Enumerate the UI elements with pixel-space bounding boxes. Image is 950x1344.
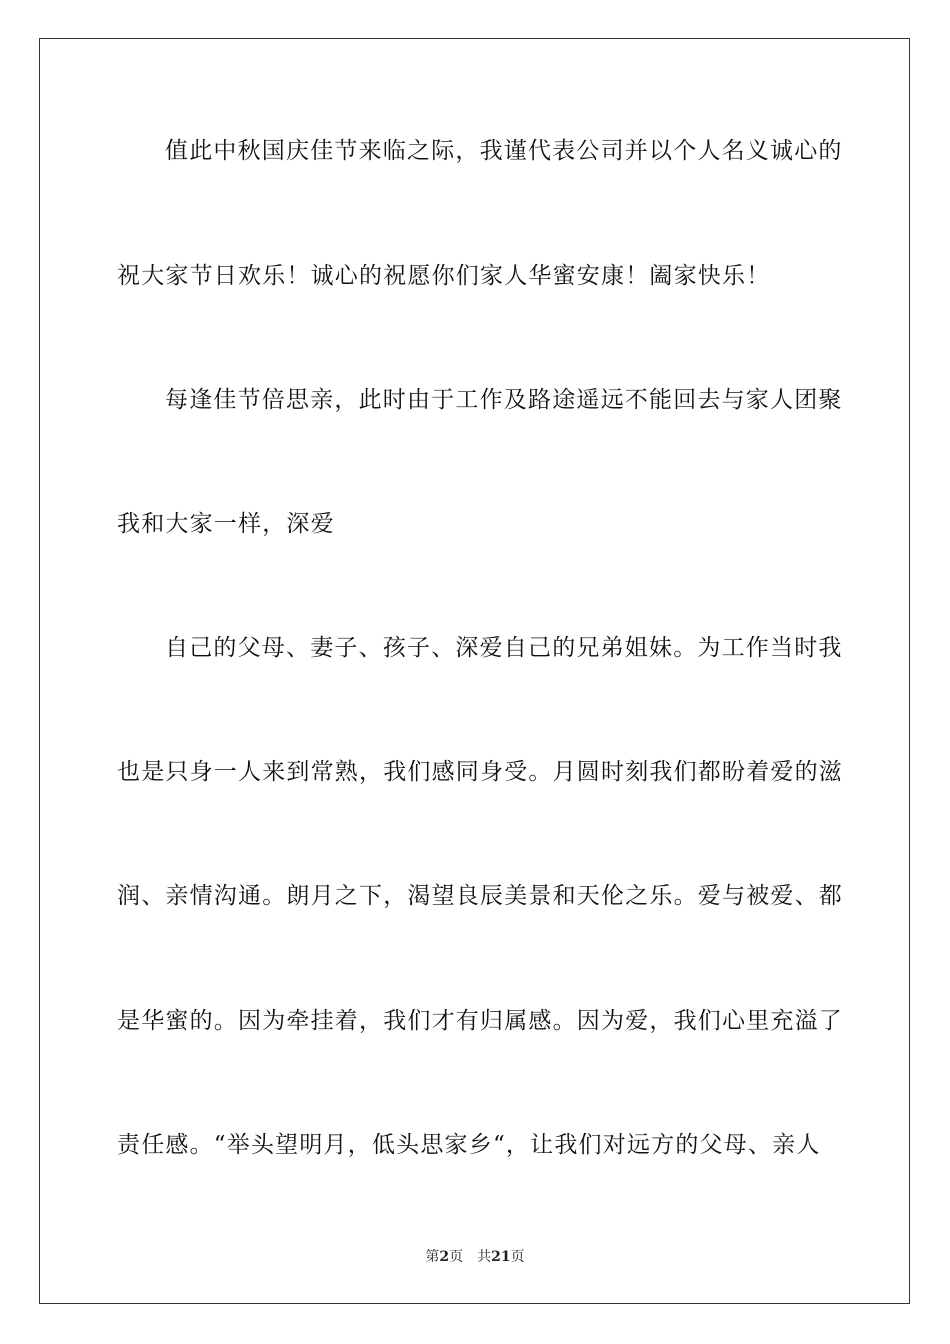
text-line-5: 自己的父母、妻子、孩子、深爱自己的兄弟姐妹。为工作当时我 [165,635,843,661]
text-line-7: 润、亲情沟通。朗月之下，渴望良辰美景和天伦之乐。爱与被爱、都 [117,883,843,909]
footer-total-prefix: 共 [477,1249,492,1265]
footer-page-number: 2 [439,1249,450,1265]
footer-total-pages: 21 [491,1249,511,1265]
text-line-4: 我和大家一样，深爱 [117,511,335,537]
page-border [39,38,910,1304]
footer-page-suffix: 页 [449,1249,464,1265]
footer-total-suffix: 页 [510,1249,525,1265]
text-line-1: 值此中秋国庆佳节来临之际，我谨代表公司并以个人名义诚心的 [165,138,843,164]
text-line-9: 责任感。“举头望明月，低头思家乡“，让我们对远方的父母、亲人 [117,1132,821,1158]
text-line-2: 祝大家节日欢乐！诚心的祝愿你们家人华蜜安康！阖家快乐！ [117,263,771,289]
text-line-8: 是华蜜的。因为牵挂着，我们才有归属感。因为爱，我们心里充溢了 [117,1008,843,1034]
footer-page-prefix: 第 [425,1249,440,1265]
page-footer [0,1246,950,1266]
text-line-3: 每逢佳节倍思亲，此时由于工作及路途遥远不能回去与家人团聚 [165,387,843,413]
text-line-6: 也是只身一人来到常熟，我们感同身受。月圆时刻我们都盼着爱的滋 [117,759,843,785]
